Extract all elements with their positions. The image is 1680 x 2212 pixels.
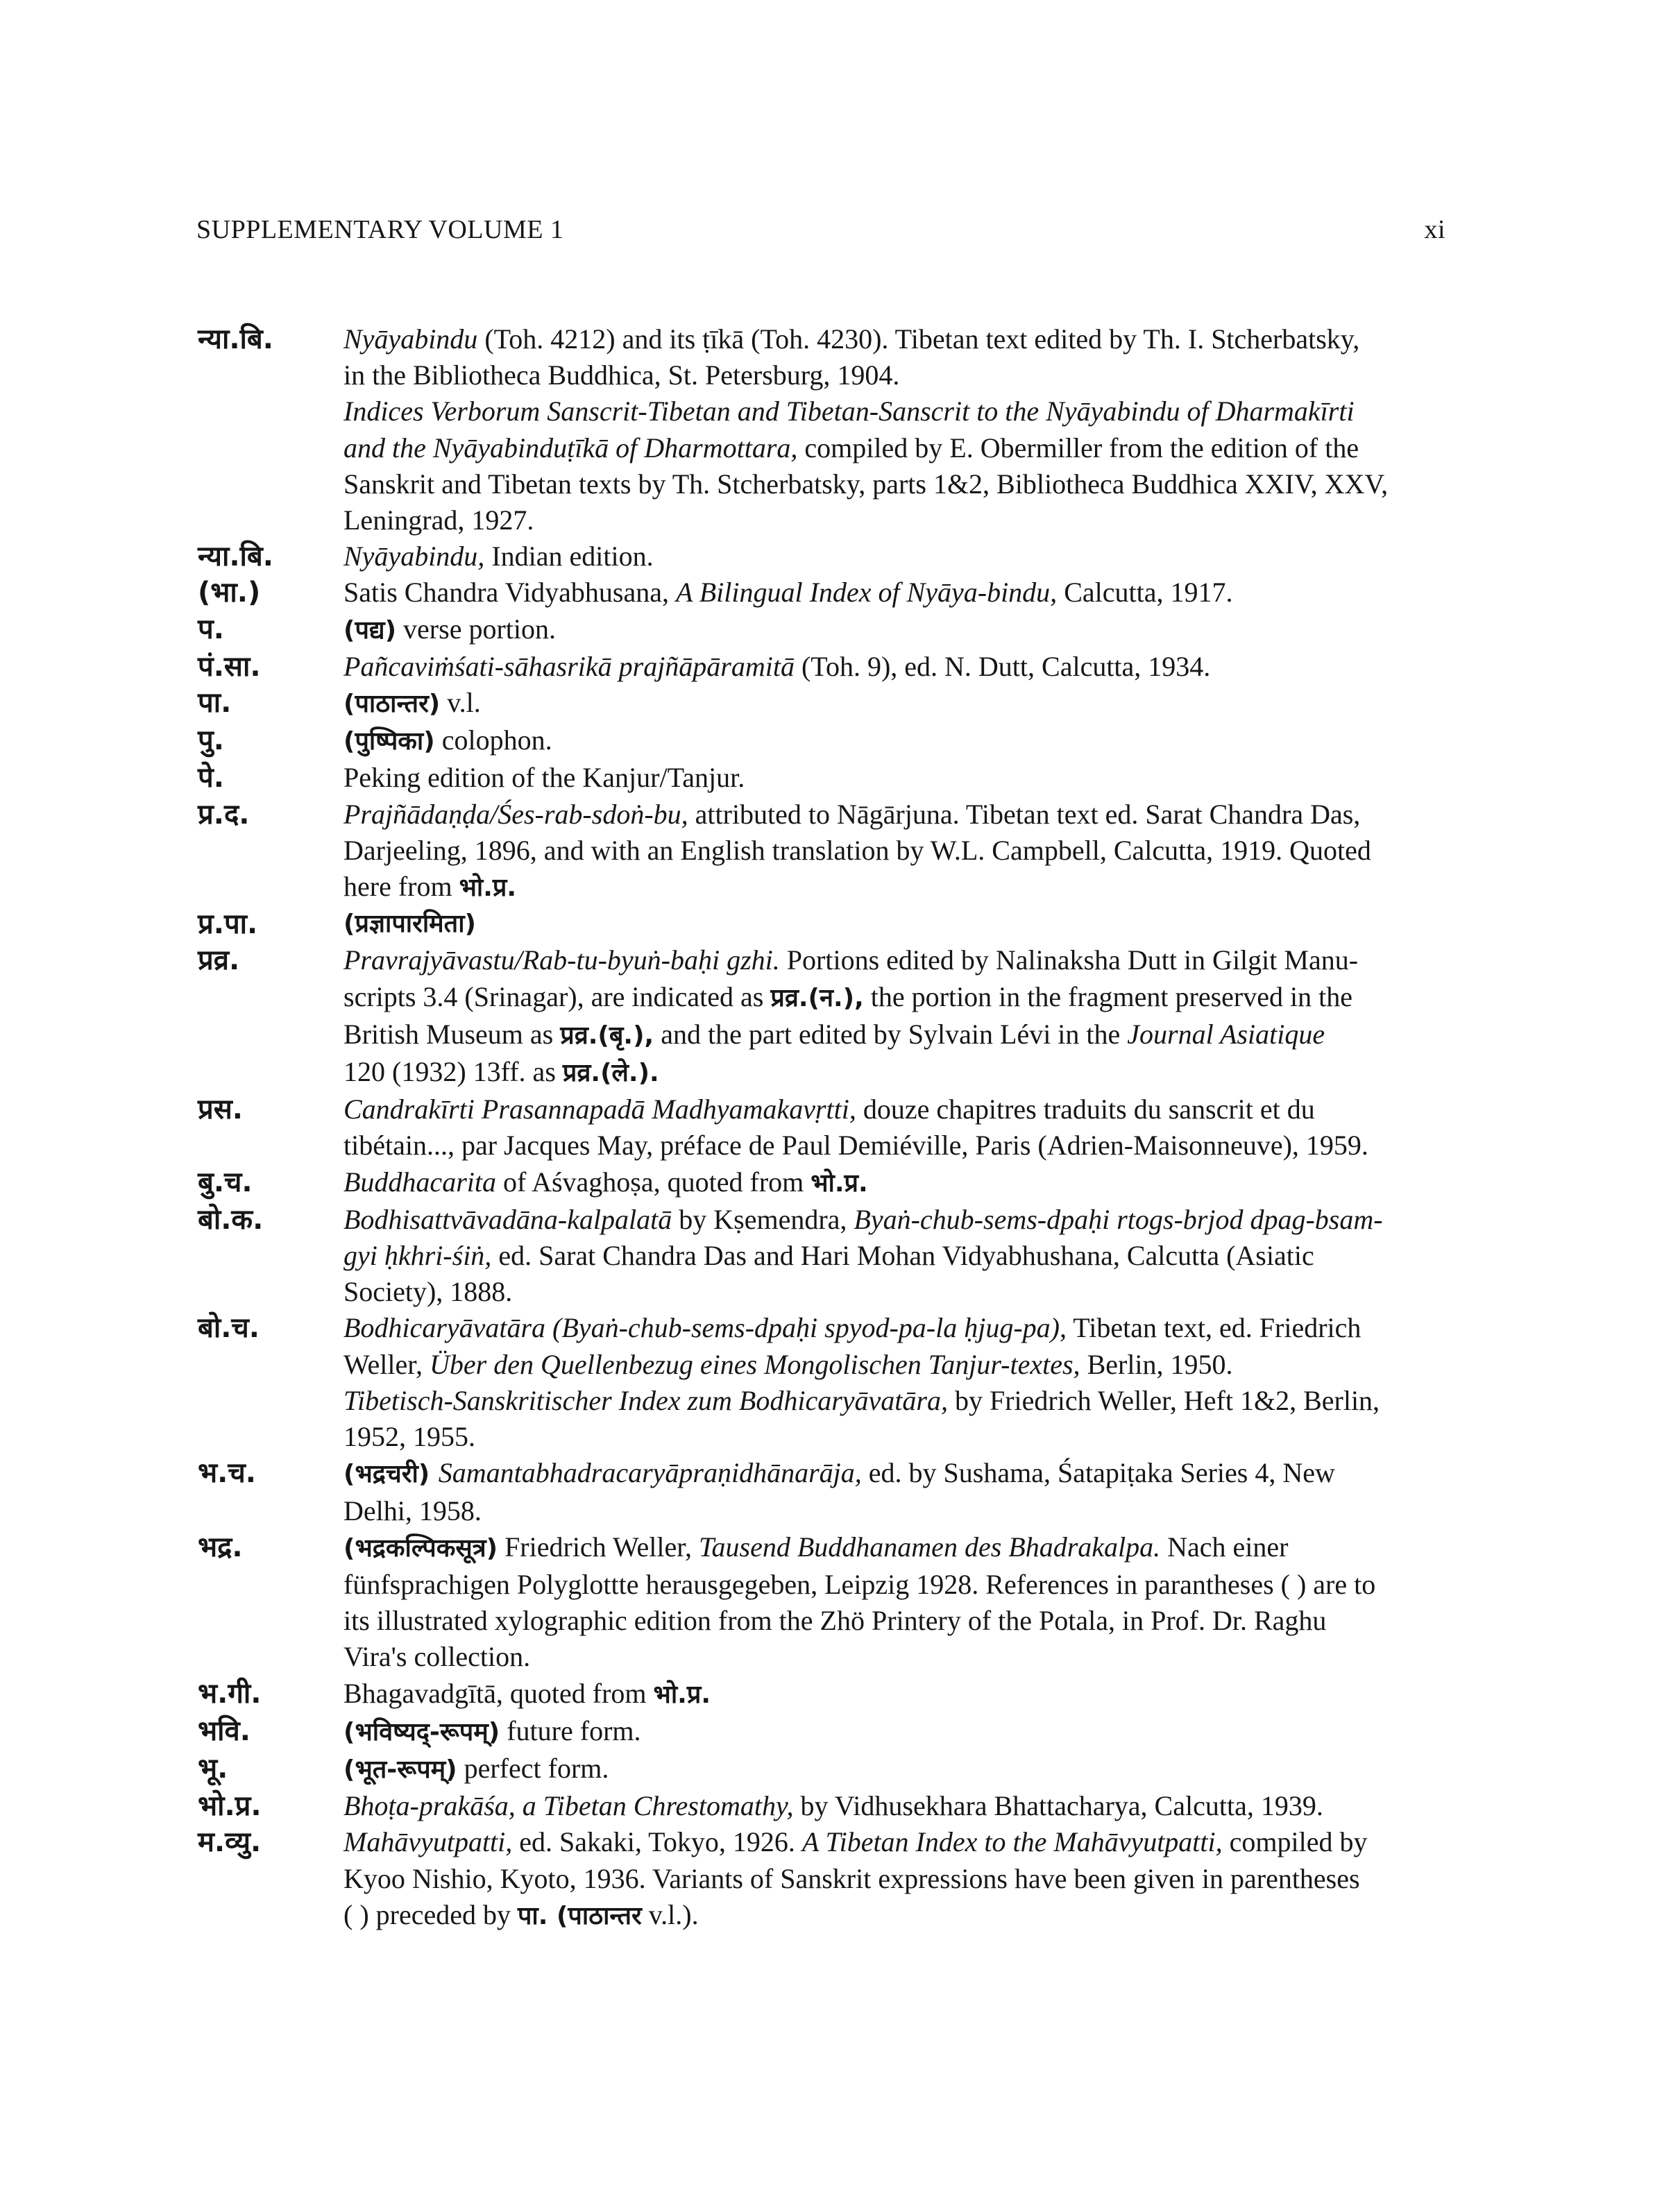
- abbreviation: भो.प्र.: [198, 1790, 262, 1823]
- abbreviation: पे.: [198, 762, 224, 794]
- entry-text: Bhoṭa-prakāśa, a Tibetan Chrestomathy, by Vidhusekhara Bhattacharya, Calcutta, 1939.: [343, 1790, 1323, 1822]
- abbreviation: पं.सा.: [198, 650, 261, 683]
- list-item: [198, 649, 1461, 685]
- abbreviation: भद्र.: [198, 1531, 243, 1563]
- abbreviation: पा.: [198, 687, 232, 720]
- running-head-title: SUPPLEMENTARY VOLUME 1: [196, 215, 564, 244]
- abbreviation: प्रस.: [198, 1094, 243, 1126]
- abbreviation: भू.: [198, 1752, 228, 1785]
- entry-text: (भद्रकल्पिकसूत्र) Friedrich Weller, Tausend Buddhanamen des Bhadrakalpa. Nach einer fünfsprachigen Polyglottte herausgegeben, Leipzig 1928. References in parantheses ( ) are to its illustrated xylographic edition from the Zhö Printery of the Potala, in Prof. Dr. Raghu Vira's collection.: [343, 1531, 1376, 1673]
- abbreviation: भवि.: [198, 1715, 251, 1747]
- abbreviation: न्या.बि. (भा.): [198, 541, 273, 609]
- list-item: [198, 797, 1461, 907]
- entry-text: Peking edition of the Kanjur/Tanjur.: [343, 762, 745, 794]
- list-item: [198, 1713, 1461, 1751]
- list-item: [198, 1676, 1461, 1713]
- abbreviation: भ.गी.: [198, 1677, 262, 1710]
- list-item: [198, 942, 1461, 1091]
- entry-text: Buddhacarita of Aśvaghoṣa, quoted from भो.प्र.: [343, 1166, 868, 1198]
- entry-text: (पुष्पिका) colophon.: [343, 724, 552, 756]
- list-item: [198, 1310, 1461, 1455]
- list-item: [198, 1751, 1461, 1788]
- abbreviation: बु.च.: [198, 1166, 253, 1198]
- list-item: [198, 321, 1461, 538]
- abbreviation: प्रव्र.: [198, 944, 240, 977]
- entry-text: Bhagavadgītā, quoted from भो.प्र.: [343, 1677, 711, 1709]
- abbreviation: प्र.द.: [198, 798, 250, 831]
- page-number: xi: [1424, 215, 1445, 244]
- entry-text: Mahāvyutpatti, ed. Sakaki, Tokyo, 1926. A Tibetan Index to the Mahāvyutpatti, compiled by Kyoo Nishio, Kyoto, 1936. Variants of Sanskrit expressions have been given in parentheses ( ) preceded by पा. (पाठान्तर v.l.).: [343, 1826, 1368, 1930]
- list-item: [198, 760, 1461, 796]
- list-item: [198, 611, 1461, 649]
- list-item: [198, 906, 1461, 942]
- entry-text: (पाठान्तर) v.l.: [343, 687, 481, 719]
- abbreviation: प्र.पा.: [198, 908, 258, 941]
- list-item: [198, 722, 1461, 760]
- entry-text: (प्रज्ञापारमिता): [343, 910, 476, 939]
- abbreviation-list: [198, 321, 1461, 1934]
- list-item: [198, 1455, 1461, 1529]
- entry-text: Bodhicaryāvatāra (Byaṅ-chub-sems-dpaḥi spyod-pa-la ḥjug-pa), Tibetan text, ed. Friedrich Weller, Über den Quellenbezug eines Mongolischen Tanjur-textes, Berlin, 1950. Tibetisch-Sanskritischer Index zum Bodhicaryāvatāra, by Friedrich Weller, Heft 1&2, Berlin, 1952, 1955.: [343, 1312, 1380, 1453]
- entry-text: Nyāyabindu, Indian edition. Satis Chandra Vidyabhusana, A Bilingual Index of Nyāya-bindu, Calcutta, 1917.: [343, 541, 1233, 609]
- list-item: [198, 1824, 1461, 1934]
- entry-text: Pravrajyāvastu/Rab-tu-byuṅ-baḥi gzhi. Portions edited by Nalinaksha Dutt in Gilgit Manu- scripts 3.4 (Srinagar), are indicated as प्रव्र.(न.), the portion in the fragment preserved in the British Museum as प्रव्र.(बृ.), and the part edited by Sylvain Lévi in the Journal Asiatique 120 (1932) 13ff. as प्रव्र.(ले.).: [343, 944, 1359, 1088]
- list-item: [198, 1202, 1461, 1311]
- entry-text: (भद्रचरी) Samantabhadracaryāpraṇidhānarāja, ed. by Sushama, Śatapiṭaka Series 4, New Delhi, 1958.: [343, 1457, 1335, 1526]
- list-item: [198, 1529, 1461, 1676]
- list-item: [198, 1164, 1461, 1202]
- entry-text: (पद्य) verse portion.: [343, 613, 556, 645]
- entry-text: Prajñādaṇḍa/Śes-rab-sdoṅ-bu, attributed to Nāgārjuna. Tibetan text ed. Sarat Chandra Das, Darjeeling, 1896, and with an English translation by W.L. Campbell, Calcutta, 1919. Quoted here from भो.प्र.: [343, 798, 1371, 903]
- entry-text: Nyāyabindu (Toh. 4212) and its ṭīkā (Toh. 4230). Tibetan text edited by Th. I. Stcherbatsky, in the Bibliotheca Buddhica, St. Petersburg, 1904. Indices Verborum Sanscrit-Tibetan and Tibetan-Sanscrit to the Nyāyabindu of Dharmakīrti and the Nyāyabinduṭīkā of Dharmottara, compiled by E. Obermiller from the edition of the Sanskrit and Tibetan texts by Th. Stcherbatsky, parts 1&2, Bibliotheca Buddhica XXIV, XXV, Leningrad, 1927.: [343, 323, 1389, 536]
- abbreviation: भ.च.: [198, 1457, 256, 1490]
- abbreviation: प.: [198, 613, 224, 645]
- list-item: [198, 1788, 1461, 1824]
- entry-text: (भविष्यद्-रूपम्) future form.: [343, 1715, 641, 1746]
- abbreviation: बो.क.: [198, 1203, 264, 1236]
- list-item: [198, 1091, 1461, 1164]
- list-item: [198, 538, 1461, 611]
- entry-text: Pañcaviṁśati-sāhasrikā prajñāpāramitā (Toh. 9), ed. N. Dutt, Calcutta, 1934.: [343, 650, 1211, 682]
- entry-text: Bodhisattvāvadāna-kalpalatā by Kṣemendra, Byaṅ-chub-sems-dpaḥi rtogs-brjod dpag-bsam- gyi ḥkhri-śiṅ, ed. Sarat Chandra Das and Hari Mohan Vidyabhushana, Calcutta (Asiatic Society), 1888.: [343, 1203, 1383, 1308]
- list-item: [198, 685, 1461, 722]
- abbreviation: पु.: [198, 724, 224, 757]
- entry-text: Candrakīrti Prasannapadā Madhyamakavṛtti, douze chapitres traduits du sanscrit et du tibétain..., par Jacques May, préface de Paul Demiéville, Paris (Adrien-Maisonneuve), 1959.: [343, 1094, 1368, 1162]
- abbreviation: म.व्यु.: [198, 1826, 262, 1859]
- abbreviation: बो.च.: [198, 1312, 260, 1345]
- abbreviation: न्या.बि.: [198, 323, 273, 355]
- entry-text: (भूत-रूपम्) perfect form.: [343, 1752, 609, 1784]
